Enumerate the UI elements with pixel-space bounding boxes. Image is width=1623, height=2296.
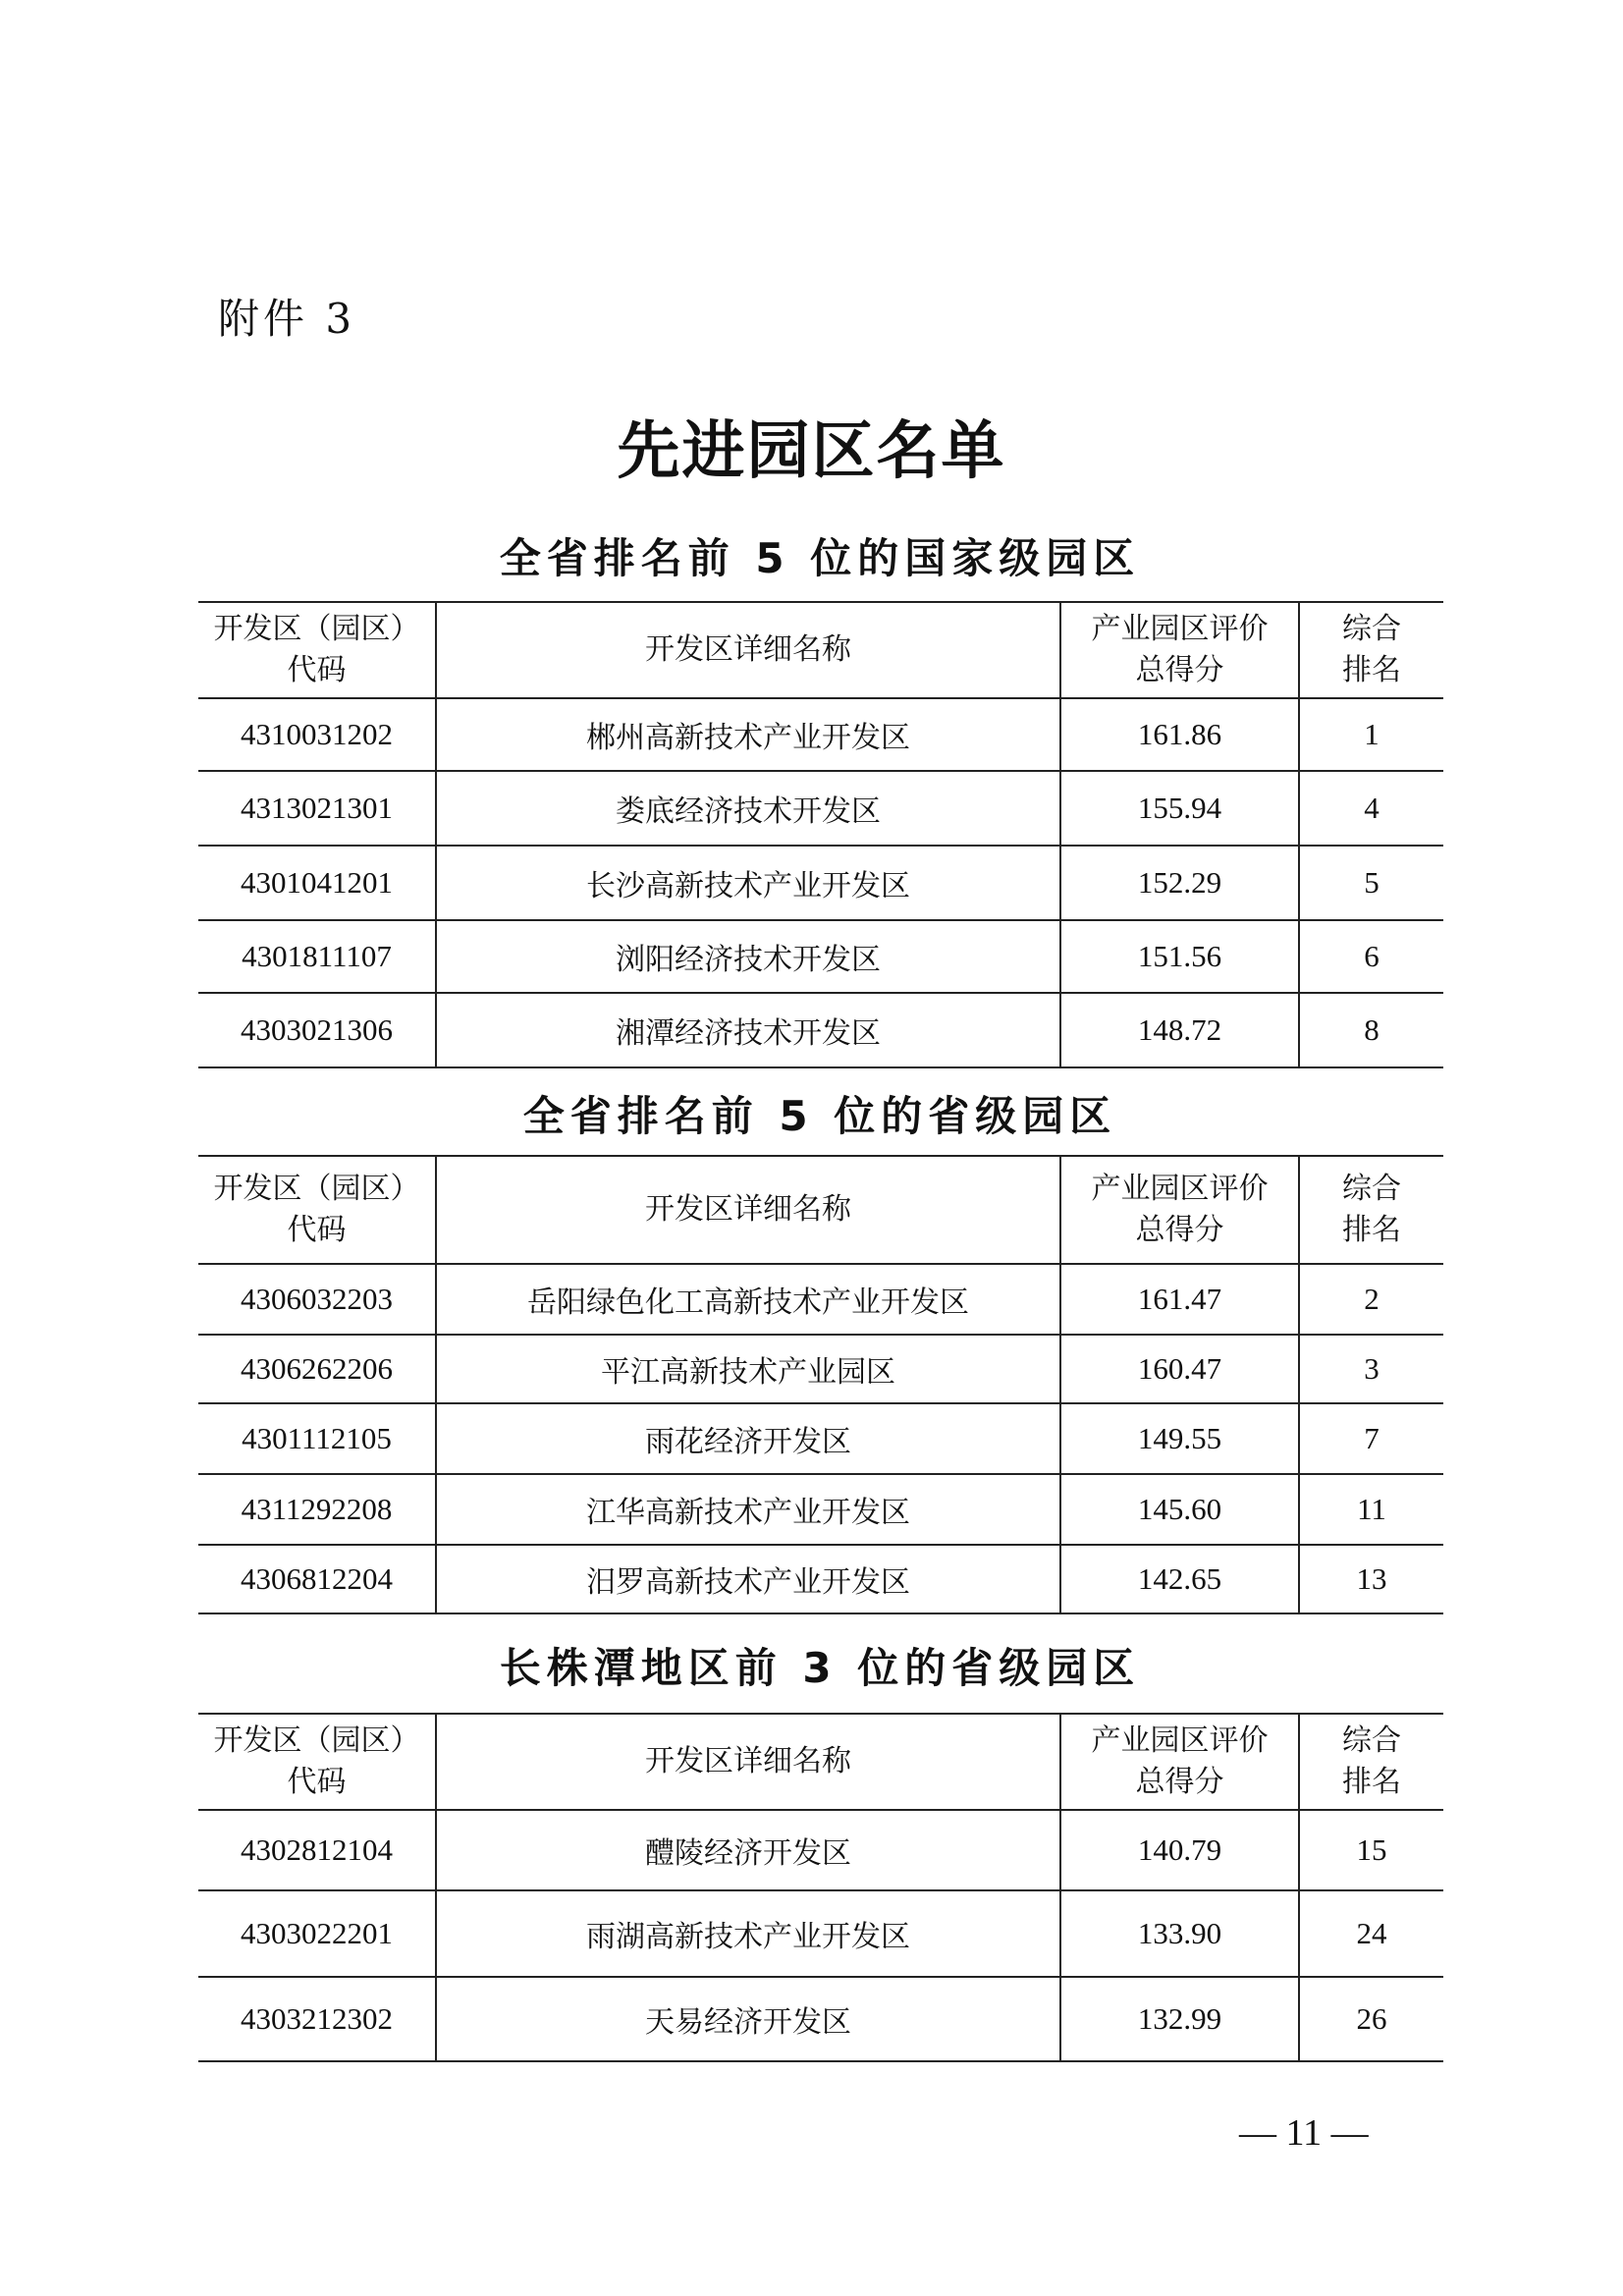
park-score: 161.86: [1060, 698, 1299, 771]
table-national-parks: [198, 601, 1443, 1068]
section-title-provincial: 全省排名前 5 位的省级园区: [522, 1092, 1117, 1140]
header-score: 产业园区评价 总得分: [1060, 1714, 1299, 1810]
park-score: 148.72: [1060, 993, 1299, 1067]
table-row: [198, 771, 1443, 846]
table-header-row: [198, 1714, 1443, 1810]
park-code: 4303022201: [198, 1890, 436, 1977]
table-header-row: [198, 1156, 1443, 1264]
park-name: 浏阳经济技术开发区: [436, 920, 1060, 993]
table-row: [198, 1335, 1443, 1403]
park-code: 4301811107: [198, 920, 436, 993]
park-score: 145.60: [1060, 1474, 1299, 1545]
park-score: 155.94: [1060, 771, 1299, 846]
park-rank: 5: [1299, 846, 1443, 920]
park-score: 161.47: [1060, 1264, 1299, 1335]
table-row: [198, 1977, 1443, 2061]
park-rank: 8: [1299, 993, 1443, 1067]
park-name: 雨花经济开发区: [436, 1403, 1060, 1474]
section-title-national: 全省排名前 5 位的国家级园区: [499, 534, 1141, 582]
park-code: 4302812104: [198, 1810, 436, 1890]
park-name: 醴陵经济开发区: [436, 1810, 1060, 1890]
table-row: [198, 1810, 1443, 1890]
park-code: 4303212302: [198, 1977, 436, 2061]
park-score: 160.47: [1060, 1335, 1299, 1403]
park-rank: 7: [1299, 1403, 1443, 1474]
park-score: 151.56: [1060, 920, 1299, 993]
park-rank: 26: [1299, 1977, 1443, 2061]
park-name: 平江高新技术产业园区: [436, 1335, 1060, 1403]
park-name: 娄底经济技术开发区: [436, 771, 1060, 846]
park-code: 4301041201: [198, 846, 436, 920]
park-code: 4311292208: [198, 1474, 436, 1545]
park-name: 湘潭经济技术开发区: [436, 993, 1060, 1067]
header-rank: 综合 排名: [1299, 1714, 1443, 1810]
page-title: 先进园区名单: [617, 415, 1006, 488]
park-rank: 6: [1299, 920, 1443, 993]
park-code: 4306032203: [198, 1264, 436, 1335]
park-rank: 1: [1299, 698, 1443, 771]
park-name: 郴州高新技术产业开发区: [436, 698, 1060, 771]
park-name: 汨罗高新技术产业开发区: [436, 1545, 1060, 1613]
table-row: [198, 1264, 1443, 1335]
header-code: 开发区（园区） 代码: [198, 1714, 436, 1810]
header-name: 开发区详细名称: [436, 602, 1060, 698]
table-row: [198, 993, 1443, 1067]
park-code: 4303021306: [198, 993, 436, 1067]
park-rank: 15: [1299, 1810, 1443, 1890]
park-rank: 4: [1299, 771, 1443, 846]
table-row: [198, 1545, 1443, 1613]
header-name: 开发区详细名称: [436, 1156, 1060, 1264]
park-name: 岳阳绿色化工高新技术产业开发区: [436, 1264, 1060, 1335]
park-score: 142.65: [1060, 1545, 1299, 1613]
header-score: 产业园区评价 总得分: [1060, 602, 1299, 698]
park-name: 江华高新技术产业开发区: [436, 1474, 1060, 1545]
park-rank: 24: [1299, 1890, 1443, 1977]
table-row: [198, 846, 1443, 920]
park-code: 4306812204: [198, 1545, 436, 1613]
section-title-cztarea: 长株潭地区前 3 位的省级园区: [499, 1644, 1141, 1692]
park-rank: 3: [1299, 1335, 1443, 1403]
park-score: 149.55: [1060, 1403, 1299, 1474]
park-score: 133.90: [1060, 1890, 1299, 1977]
park-score: 140.79: [1060, 1810, 1299, 1890]
attachment-label: 附件 3: [218, 295, 356, 343]
park-name: 雨湖高新技术产业开发区: [436, 1890, 1060, 1977]
table-header-row: [198, 602, 1443, 698]
park-code: 4301112105: [198, 1403, 436, 1474]
park-code: 4310031202: [198, 698, 436, 771]
park-rank: 11: [1299, 1474, 1443, 1545]
park-rank: 2: [1299, 1264, 1443, 1335]
header-code: 开发区（园区） 代码: [198, 1156, 436, 1264]
page-number: — 11 —: [1239, 2112, 1369, 2154]
table-row: [198, 920, 1443, 993]
park-name: 天易经济开发区: [436, 1977, 1060, 2061]
header-score: 产业园区评价 总得分: [1060, 1156, 1299, 1264]
park-code: 4313021301: [198, 771, 436, 846]
table-row: [198, 1403, 1443, 1474]
table-cztarea-parks: [198, 1713, 1443, 2062]
table-provincial-parks: [198, 1155, 1443, 1614]
header-rank: 综合 排名: [1299, 1156, 1443, 1264]
header-rank: 综合 排名: [1299, 602, 1443, 698]
park-score: 132.99: [1060, 1977, 1299, 2061]
park-name: 长沙高新技术产业开发区: [436, 846, 1060, 920]
header-name: 开发区详细名称: [436, 1714, 1060, 1810]
park-rank: 13: [1299, 1545, 1443, 1613]
park-score: 152.29: [1060, 846, 1299, 920]
table-row: [198, 698, 1443, 771]
table-row: [198, 1890, 1443, 1977]
table-row: [198, 1474, 1443, 1545]
header-code: 开发区（园区） 代码: [198, 602, 436, 698]
park-code: 4306262206: [198, 1335, 436, 1403]
